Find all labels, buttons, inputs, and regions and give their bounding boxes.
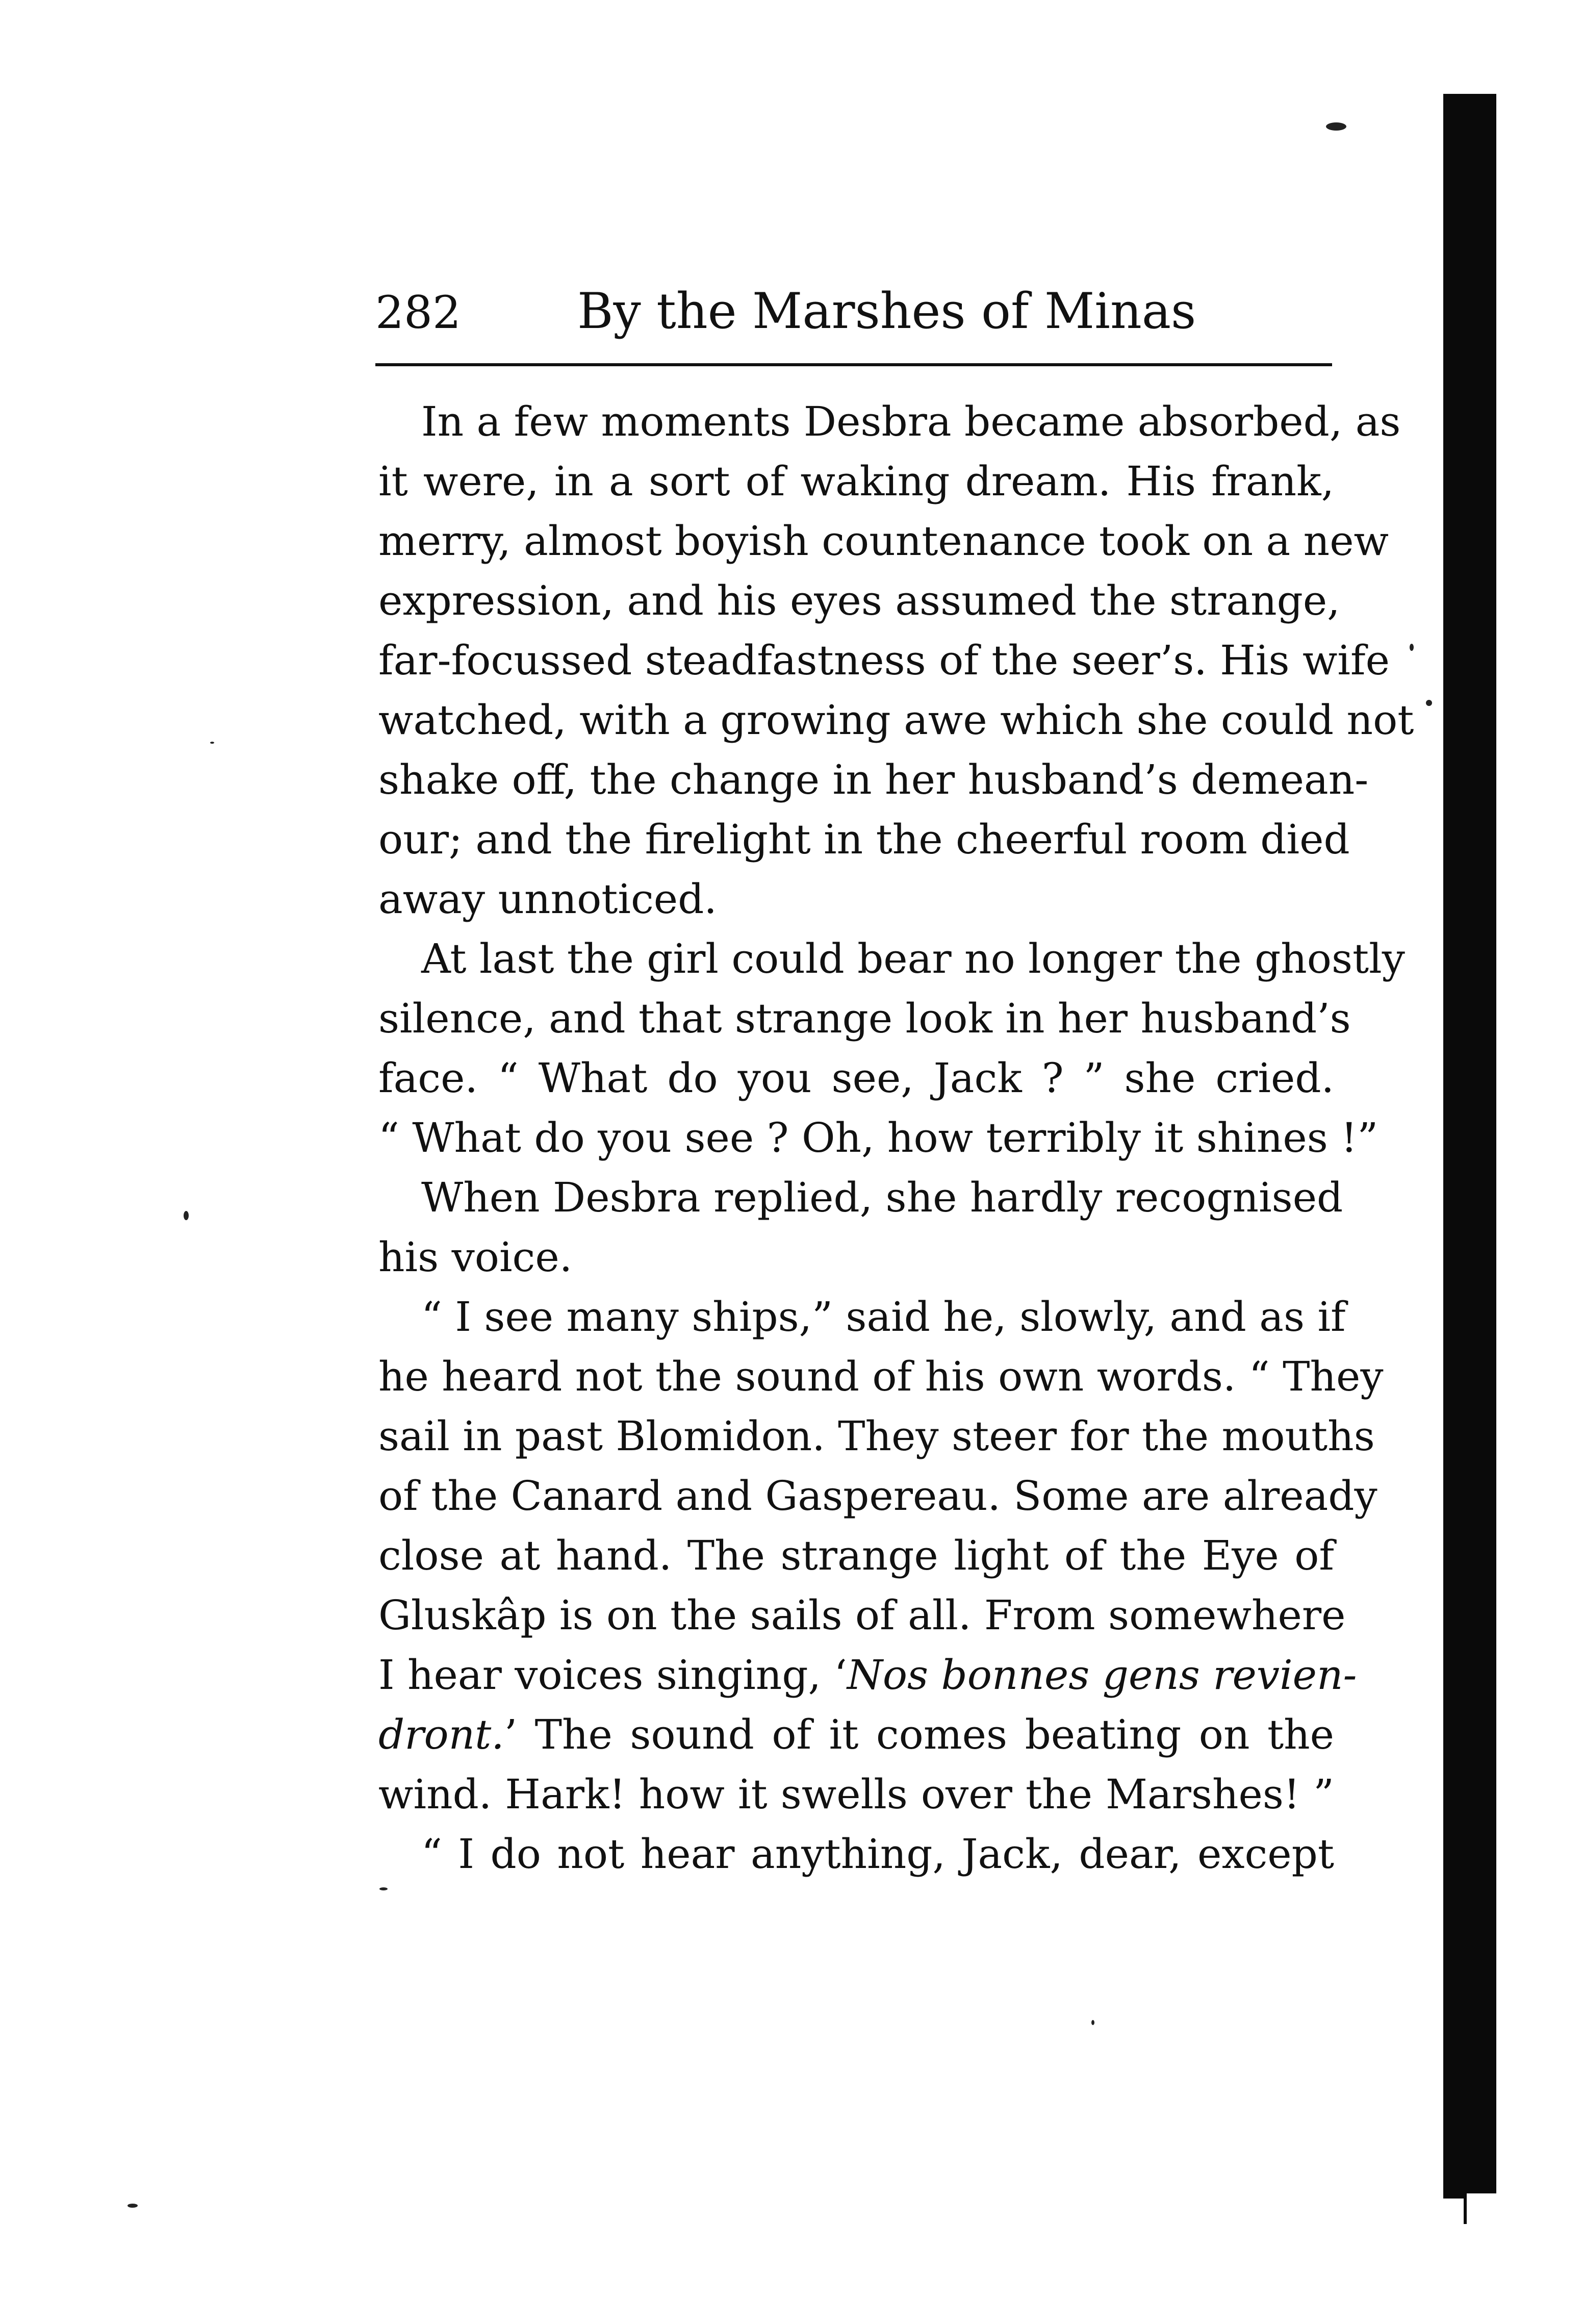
page-body bbox=[378, 392, 1414, 1884]
text-line: At last the girl could bear no longer the ghostly bbox=[421, 935, 1405, 982]
italic-phrase: Nos bonnes gens revien- bbox=[847, 1651, 1357, 1699]
text-line: he heard not the sound of his own words. “ They bbox=[378, 1353, 1384, 1400]
page-header bbox=[375, 278, 1334, 339]
text-line: his voice. bbox=[378, 1233, 573, 1281]
text-line: When Desbra replied, she hardly recognised bbox=[421, 1174, 1343, 1221]
text-line bbox=[378, 1645, 1357, 1705]
scan-edge-shadow bbox=[1443, 94, 1496, 2199]
text-line: away unnoticed. bbox=[378, 875, 717, 923]
text-line: it were, in a sort of waking dream. His frank, bbox=[378, 458, 1334, 505]
text-line: sail in past Blomidon. They steer for the mouths bbox=[378, 1412, 1375, 1460]
text-line: face. “ What do you see, Jack ? ” she cried. bbox=[378, 1054, 1334, 1102]
text-line: merry, almost boyish countenance took on a new bbox=[378, 517, 1389, 565]
text-line: wind. Hark! how it swells over the Marshes! ” bbox=[378, 1771, 1334, 1818]
italic-phrase: dront. bbox=[378, 1711, 504, 1758]
scan-edge-notch bbox=[1464, 2193, 1499, 2224]
running-title: By the Marshes of Minas bbox=[577, 283, 1196, 340]
scan-speck bbox=[1426, 700, 1432, 706]
text-line: far-focussed steadfastness of the seer’s. His wife bbox=[378, 637, 1390, 684]
scan-speck bbox=[1091, 2020, 1094, 2025]
scan-speck bbox=[1410, 644, 1414, 651]
text-line: Gluskâp is on the sails of all. From somewhere bbox=[378, 1592, 1346, 1639]
text-line: “ What do you see ? Oh, how terribly it shines !” bbox=[378, 1114, 1378, 1161]
text-line bbox=[378, 1705, 1334, 1764]
text-fragment: I hear voices singing, ‘ bbox=[378, 1651, 847, 1699]
text-line: watched, with a growing awe which she could not bbox=[378, 696, 1414, 744]
text-line: of the Canard and Gaspereau. Some are already bbox=[378, 1472, 1377, 1520]
scan-speck bbox=[184, 1211, 189, 1220]
text-line: expression, and his eyes assumed the strange, bbox=[378, 577, 1340, 624]
header-rule bbox=[375, 363, 1332, 366]
text-line: In a few moments Desbra became absorbed, as bbox=[421, 398, 1401, 445]
text-line: our; and the firelight in the cheerful room died bbox=[378, 816, 1350, 863]
text-fragment: ’ The sound of it comes beating on the bbox=[504, 1711, 1334, 1758]
page-number: 282 bbox=[375, 286, 461, 339]
text-line: close at hand. The strange light of the Eye of bbox=[378, 1532, 1334, 1579]
text-line: “ I see many ships,” said he, slowly, and as if bbox=[421, 1293, 1346, 1341]
text-line: “ I do not hear anything, Jack, dear, except bbox=[421, 1830, 1334, 1878]
scan-speck bbox=[1326, 122, 1346, 131]
scan-speck bbox=[127, 2204, 138, 2208]
text-line: silence, and that strange look in her husband’s bbox=[378, 995, 1351, 1042]
text-line: shake off, the change in her husband’s demean- bbox=[378, 756, 1369, 803]
scan-speck bbox=[210, 742, 214, 744]
scan-speck bbox=[379, 1887, 388, 1890]
